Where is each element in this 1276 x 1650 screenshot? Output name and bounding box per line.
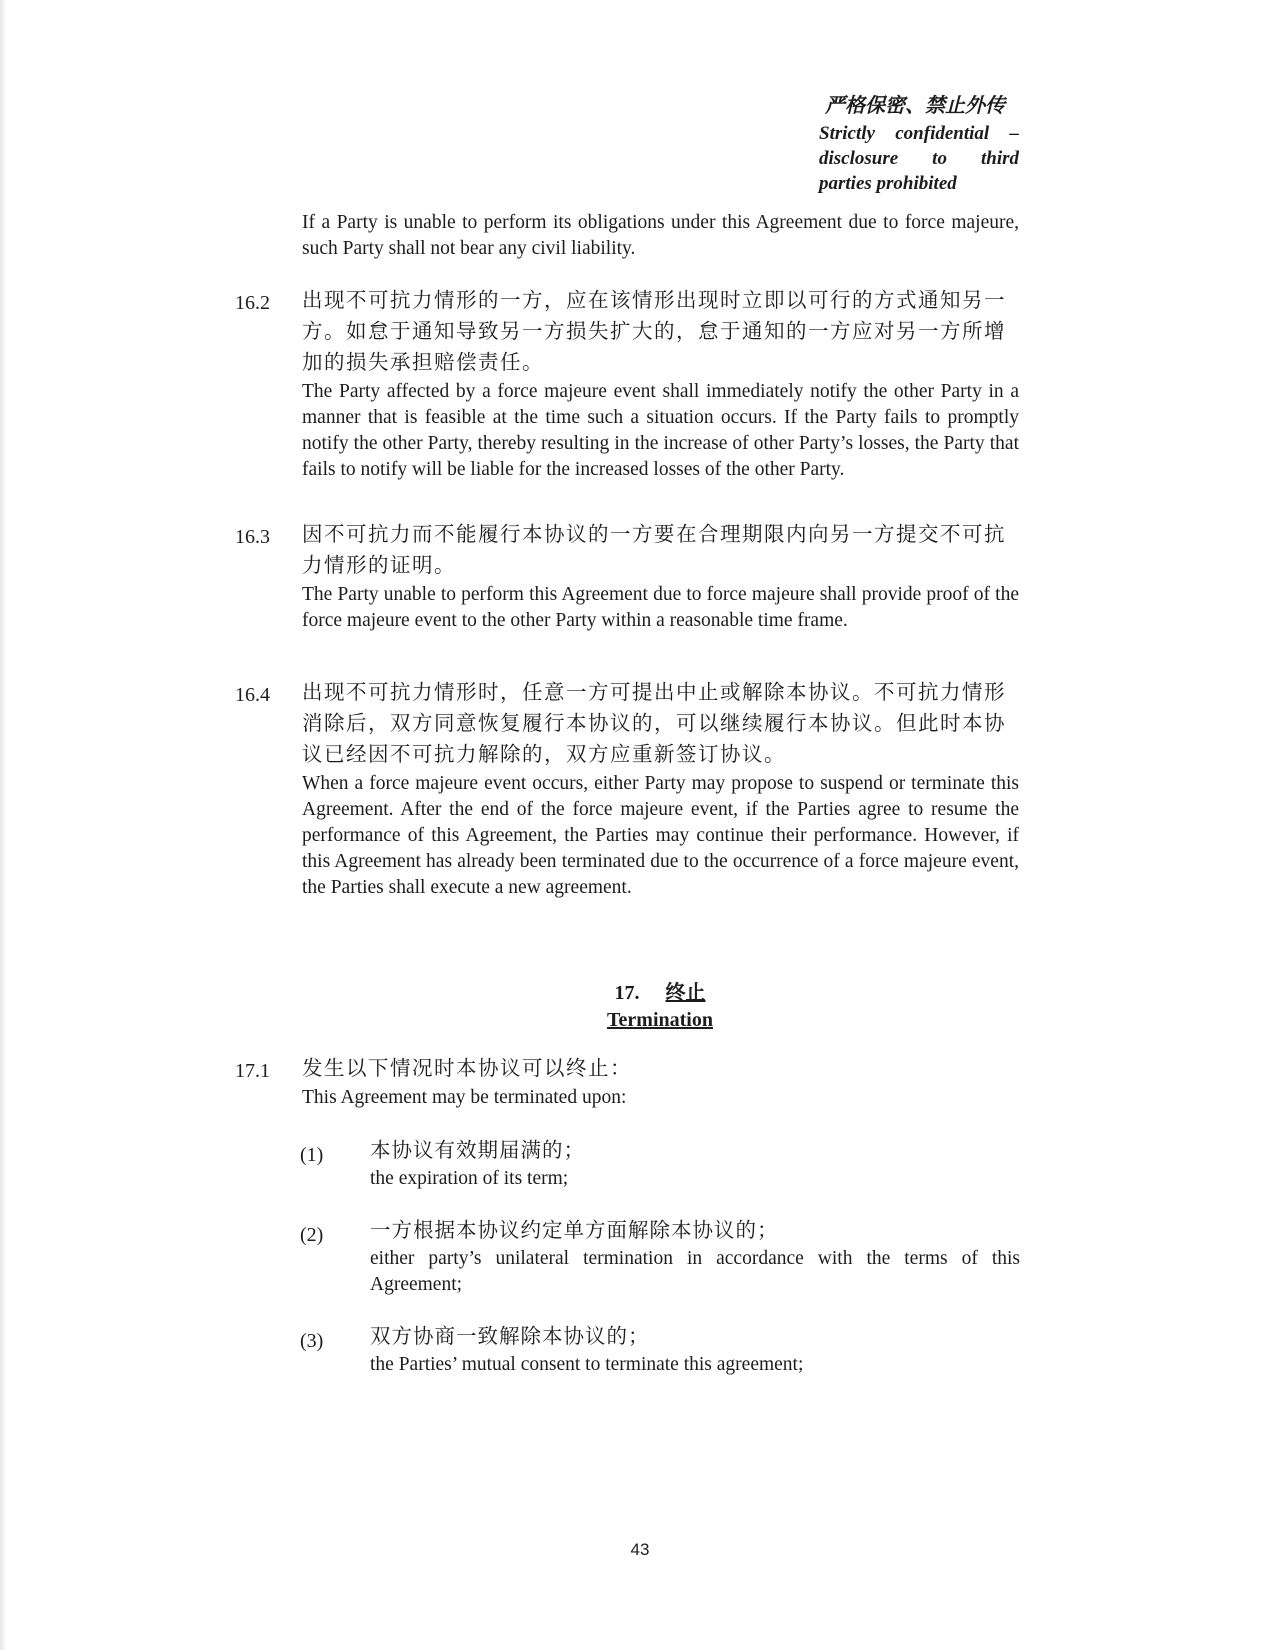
- clause-number: 16.4: [235, 684, 270, 706]
- confidentiality-notice: [819, 94, 1019, 196]
- clause-text-cn: 因不可抗力而不能履行本协议的一方要在合理期限内向另一方提交不可抗力情形的证明。: [302, 524, 1006, 577]
- sub-item-label: (2): [300, 1224, 324, 1246]
- sub-item-en: either party’s unilateral termination in accordance with the terms of this Agreement;: [370, 1248, 1020, 1295]
- clause-text-en: The Party unable to perform this Agreement due to force majeure shall provide proof of the force majeure event to the other Party within a reasonable time frame.: [302, 584, 1019, 631]
- clause-text-en: When a force majeure event occurs, either Party may propose to suspend or terminate this Agreement. After the end of the force majeure event, if the Parties agree to resume the performance of this Agreement, the Parties may continue their performance. However, if this Agreement has already been terminated due to the occurrence of a force majeure event, the Parties shall execute a new agreement.: [302, 773, 1019, 898]
- intro-paragraph: If a Party is unable to perform its obligations under this Agreement due to force majeure, such Party shall not bear any civil liability.: [302, 212, 1019, 259]
- sub-item-en: the Parties’ mutual consent to terminate this agreement;: [370, 1354, 804, 1375]
- confidentiality-en-line: Strictly confidential –: [819, 123, 1019, 144]
- clause-text-cn: 出现不可抗力情形时，任意一方可提出中止或解除本协议。不可抗力情形消除后，双方同意恢复履行本协议的，可以继续履行本协议。但此时本协议已经因不可抗力解除的，双方应重新签订协议。: [302, 682, 1006, 766]
- section-title-en: Termination: [607, 1009, 713, 1031]
- clause-text-cn: 发生以下情况时本协议可以终止：: [302, 1058, 632, 1080]
- section-heading: [560, 980, 760, 1034]
- sub-item-label: (3): [300, 1330, 324, 1352]
- confidentiality-en-line: disclosure to third: [819, 148, 1019, 169]
- sub-item-cn: 本协议有效期届满的；: [370, 1140, 585, 1162]
- confidentiality-cn: 严格保密、禁止外传: [825, 95, 1005, 117]
- section-number: 17.: [614, 982, 640, 1004]
- clause-16-2: [302, 286, 1019, 483]
- confidentiality-en-line: parties prohibited: [819, 173, 957, 194]
- clause-16-3: [302, 520, 1019, 634]
- clause-number: 17.1: [235, 1060, 270, 1082]
- sub-item-en: the expiration of its term;: [370, 1168, 569, 1189]
- clause-text-en: The Party affected by a force majeure event shall immediately notify the other Party in a manner that is feasible at the time such a situation occurs. If the Party fails to promptly notify the other Party, thereby resulting in the increase of other Party’s losses, the Party that fails to notify will be liable for the increased losses of the other Party.: [302, 381, 1019, 480]
- clause-text-cn: 出现不可抗力情形的一方，应在该情形出现时立即以可行的方式通知另一方。如怠于通知导致另一方损失扩大的，怠于通知的一方应对另一方所增加的损失承担赔偿责任。: [302, 290, 1006, 374]
- page-number: 43: [630, 1540, 650, 1559]
- scan-edge-shadow: [0, 0, 6, 1650]
- sub-item: [370, 1322, 1020, 1378]
- sub-item-cn: 双方协商一致解除本协议的；: [370, 1326, 650, 1348]
- clause-17-1: [302, 1054, 1019, 1111]
- clause-number: 16.3: [235, 526, 270, 548]
- clause-number: 16.2: [235, 292, 270, 314]
- sub-item-cn: 一方根据本协议约定单方面解除本协议的；: [370, 1220, 779, 1242]
- sub-item: [370, 1136, 1020, 1192]
- sub-item-label: (1): [300, 1144, 324, 1166]
- section-title-cn: 终止: [665, 982, 706, 1004]
- clause-text-en: This Agreement may be terminated upon:: [302, 1087, 627, 1108]
- sub-item: [370, 1216, 1020, 1298]
- clause-16-4: [302, 678, 1019, 901]
